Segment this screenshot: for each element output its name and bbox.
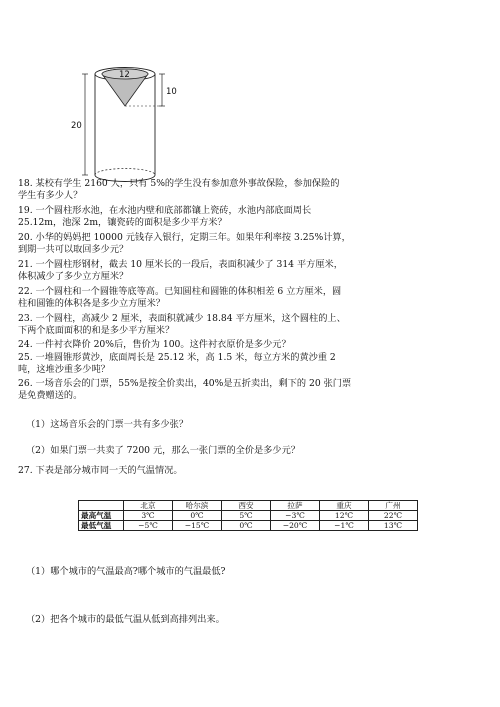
table-cell: −20℃ [279,521,312,531]
weather-table [78,500,418,531]
table-cell: 13℃ [380,521,406,531]
table-cell: −5℃ [134,521,162,531]
table-cell: 5℃ [235,511,256,521]
question-22: 22. 一个圆柱和一个圆锥等底等高。已知圆柱和圆锥的体积相差 6 立方厘米，圆 柱和圆锥的体积各是多少立方厘米？ [18,286,342,310]
figure-label-left: 20 [71,121,82,131]
question-20: 20. 小华的妈妈把 10000 元钱存入银行，定期三年。如果年利率按 3.25%计算， 到期一共可以取回多少元？ [18,232,351,256]
question-27-sub-1: （1）哪个城市的气温最高?哪个城市的气温最低? [26,566,226,577]
question-26-sub-1: （1）这场音乐会的门票一共有多少张？ [26,419,189,430]
question-25: 25. 一堆圆锥形黄沙，底面周长是 25.12 米，高 1.5 米，每立方米的黄沙重 2 吨，这堆沙重多少吨？ [18,352,336,376]
table-row-high [79,511,418,521]
question-27-title: 27. 下表是部分城市同一天的气温情况。 [18,465,183,476]
question-27-sub-2: （2）把各个城市的最低气温从低到高排列出来。 [26,614,225,625]
city-header: 广州 [381,501,404,511]
table-row-low [79,521,418,531]
row-label-high: 最高气温 [79,511,124,521]
table-cell: 0℃ [235,521,256,531]
question-23: 23. 一个圆柱，高减少 2 厘米，表面积就减少 18.84 平方厘米，这个圆柱的上、 下两个底面面积的和是多少平方厘米？ [18,313,346,337]
question-26-sub-2: （2）如果门票一共卖了 7200 元，那么一张门票的全价是多少元？ [26,445,300,456]
table-cell: −1℃ [330,521,358,531]
table-cell: −3℃ [281,511,309,521]
figure-label-top: 12 [119,70,130,80]
table-cell: 22℃ [380,511,406,521]
table-cell: 0℃ [186,511,207,521]
table-header-row [79,501,418,511]
city-header: 西安 [234,501,257,511]
table-cell: −15℃ [181,521,214,531]
city-header: 哈尔滨 [182,501,213,511]
row-label-low: 最低气温 [79,521,124,531]
question-24: 24. 一件衬衣降价 20%后，售价为 100。这件衬衣原价是多少元？ [18,339,291,350]
question-18: 18. 某校有学生 2160 人，只有 5%的学生没有参加意外事故保险，参加保险的 学生有多少人？ [18,178,340,202]
question-19: 19. 一个圆柱形水池，在水池内壁和底部都镶上瓷砖，水池内部底面周长 25.12m，池深 2m，镶瓷砖的面积是多少平方米？ [18,205,312,229]
figure-label-right: 10 [166,87,177,97]
city-header: 拉萨 [283,501,306,511]
city-header: 北京 [136,501,159,511]
table-cell: 12℃ [331,511,357,521]
question-21: 21. 一个圆柱形钢材，截去 10 厘米长的一段后，表面积减少了 314 平方厘米， 体积减少了多少立方厘米？ [18,259,343,283]
question-26: 26. 一场音乐会的门票，55%是按全价卖出，40%是五折卖出，剩下的 20 张门票 是免费赠送的。 [18,378,352,402]
city-header: 重庆 [332,501,355,511]
cylinder-cone-figure [70,58,180,188]
table-cell: 3℃ [137,511,158,521]
